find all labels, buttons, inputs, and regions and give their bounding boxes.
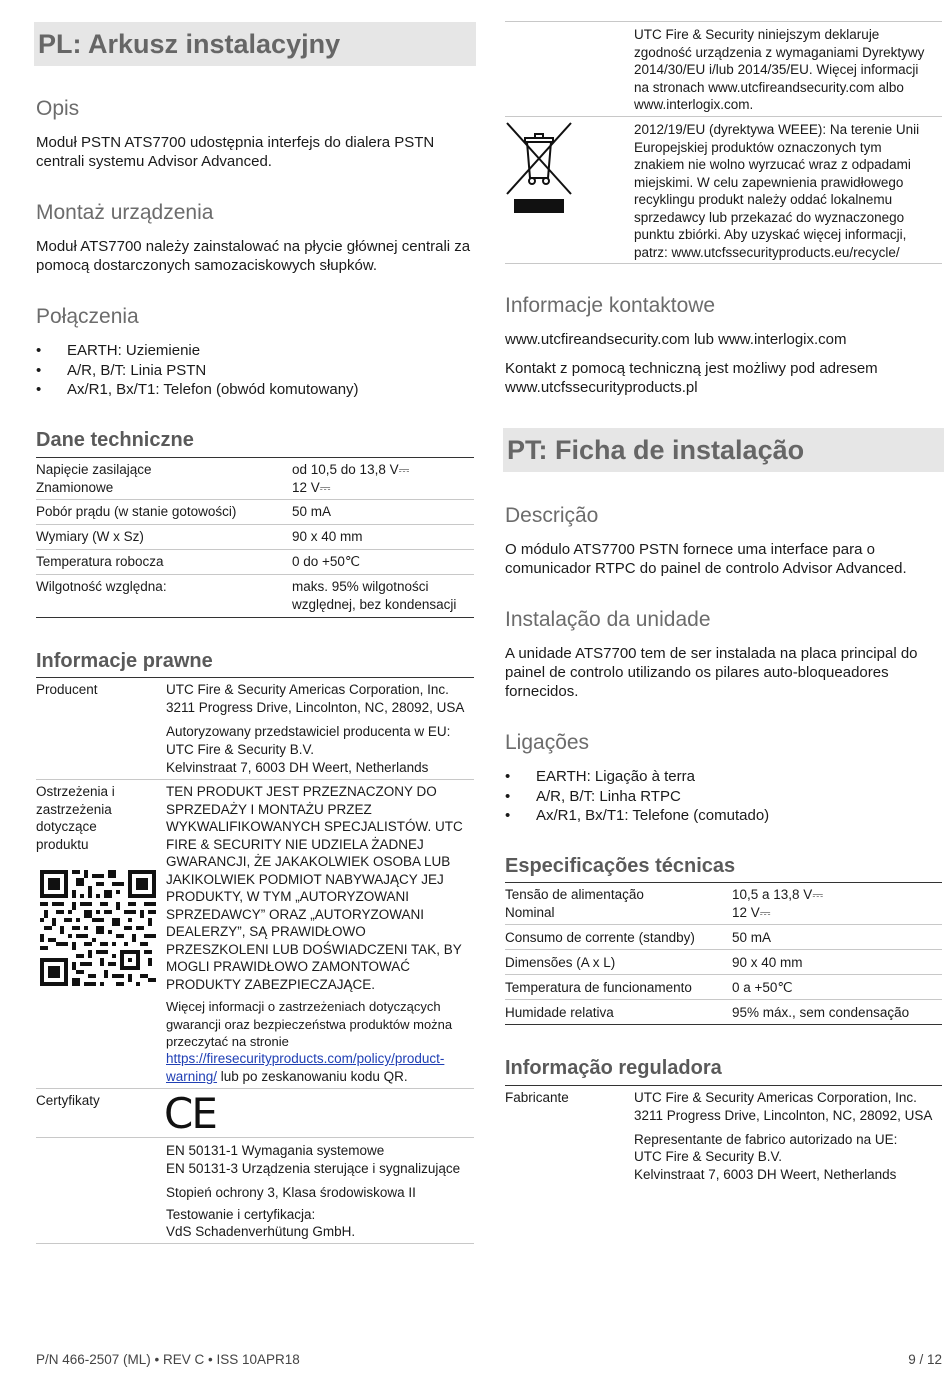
descricao-line: comunicador RTPC do painel de controlo Advisor Advanced. (505, 560, 907, 577)
espec-heading: Especificações técnicas (505, 855, 736, 877)
weee-text (634, 121, 942, 261)
divider (505, 1024, 942, 1025)
divider (36, 574, 474, 575)
divider (505, 974, 942, 975)
spec-key: Napięcie zasilające (36, 462, 152, 477)
cert-label: Certyfikaty (36, 1093, 100, 1108)
text-line: UTC Fire & Security niniejszym deklaruje (634, 27, 880, 42)
spec-value: względnej, bez kondensacji (292, 597, 457, 612)
divider (505, 924, 942, 925)
rep-line: UTC Fire & Security B.V. (166, 742, 315, 757)
text-line: JAKIKOLWIEK PODMIOT NABYWAJĄCY JEJ (166, 871, 444, 887)
rep-line: Representante de fabrico autorizado na UE: (634, 1132, 898, 1147)
divider (505, 1085, 942, 1086)
kontakt-support: Kontakt z pomocą techniczną jest możliwy pod adresem (505, 360, 878, 377)
spec-key: Wymiary (W x Sz) (36, 529, 144, 544)
text-line: na stronach www.utcfireandsecurity.com albo (634, 79, 904, 95)
fabricante-line: UTC Fire & Security Americas Corporation, Inc. (634, 1090, 917, 1105)
spec-key: Znamionowe (36, 480, 114, 495)
text-line: recyklingu produkt należy oddać lokalnemu (634, 192, 893, 207)
text-line: PRODUKTY ZABEZPIECZAJĄCE. (166, 976, 376, 992)
montaz-heading: Montaż urządzenia (36, 201, 214, 224)
divider (36, 457, 474, 458)
list-item: • A/R, B/T: Linha RTPC (505, 787, 942, 807)
divider (505, 263, 942, 264)
spec-value: 10,5 a 13,8 V⎓ (732, 887, 824, 902)
instalacao-line: painel de controlo utilizando os pilares auto-bloqueadores (505, 664, 889, 681)
ligacoes-list (505, 767, 942, 826)
spec-key: Wilgotność względna: (36, 579, 167, 594)
qr-code (40, 870, 156, 986)
label-line: zastrzeżenia (36, 801, 112, 817)
list-item: • Ax/R1, Bx/T1: Telefone (comutado) (505, 806, 942, 826)
text-line: FIRE & SECURITY NIE UDZIELA ŻADNEJ (166, 836, 424, 852)
spec-key: Tensão de alimentação (505, 887, 644, 902)
text-line: MOGLI PRAWIDŁOWO ZAMONTOWAĆ (166, 959, 411, 974)
divider (505, 116, 942, 117)
fabricante-label: Fabricante (505, 1090, 569, 1105)
text-line: DEALERZY”, SĄ PRAWIDŁOWO (166, 924, 366, 939)
list-item: • EARTH: Ligação à terra (505, 767, 942, 787)
footer-part-number: P/N 466-2507 (ML) • REV C • ISS 10APR18 (36, 1352, 300, 1367)
producent-line: UTC Fire & Security Americas Corporation, Inc. (166, 682, 449, 697)
divider (505, 949, 942, 950)
divider (505, 21, 942, 22)
reguladora-heading: Informação reguladora (505, 1057, 722, 1079)
spec-value: 90 x 40 mm (292, 529, 363, 544)
producent-line: 3211 Progress Drive, Lincolnton, NC, 28092, USA (166, 700, 465, 715)
declaration-text (634, 26, 942, 114)
spec-value: 12 V⎓ (732, 905, 771, 920)
divider (36, 499, 474, 500)
text-line: sprzedawcy lub przekazać do wyznaczonego (634, 209, 905, 225)
weee-bin-icon (505, 120, 573, 215)
pt-title: PT: Ficha de instalação (507, 435, 805, 465)
polaczenia-list (36, 341, 476, 400)
label-line: Ostrzeżenia i (36, 784, 115, 799)
divider (36, 1137, 474, 1138)
ostrz-text (166, 783, 476, 993)
instalacao-line: A unidade ATS7700 tem de ser instalada na placa principal do (505, 645, 918, 662)
pl-title: PL: Arkusz instalacyjny (38, 29, 341, 59)
spec-value: 0 do +50℃ (292, 554, 361, 569)
testing-body: VdS Schadenverhütung GmbH. (166, 1224, 356, 1239)
text-line: 2012/19/EU (dyrektywa WEEE): Na terenie Unii (634, 122, 920, 137)
text-line: zgodność urządzenia z wymaganiami Dyrektywy (634, 44, 925, 60)
text-line: PRODUKTY, W TYM „AUTORYZOWANI (166, 889, 410, 904)
pl-banner (34, 22, 476, 66)
text-line: miejskimi. W celu zapewnienia prawidłowego (634, 174, 904, 190)
pt-banner (503, 428, 944, 472)
more-info (166, 998, 476, 1051)
policy-link (166, 1050, 476, 1085)
text-line: SPRZEDAŻY I MONTAŻU PRZEZ (166, 801, 372, 817)
policy-link-after: lub po zeskanowaniu kodu QR. (217, 1068, 408, 1084)
descricao-line: O módulo ATS7700 PSTN fornece uma interface para o (505, 541, 875, 558)
divider (36, 779, 474, 780)
kontakt-support-url: www.utcfssecurityproducts.pl (505, 379, 698, 396)
divider (36, 617, 474, 618)
spec-value: 50 mA (292, 504, 332, 519)
divider (36, 549, 474, 550)
rep-line: UTC Fire & Security B.V. (634, 1149, 783, 1164)
en-standard: EN 50131-1 Wymagania systemowe (166, 1143, 385, 1158)
spec-value: 95% máx., sem condensação (732, 1005, 910, 1020)
instalacao-line: fornecidos. (505, 683, 579, 700)
text-line: przeczytać na stronie (166, 1034, 289, 1049)
prawne-heading: Informacje prawne (36, 650, 213, 672)
opis-heading: Opis (36, 97, 80, 120)
text-line: www.interlogix.com. (634, 97, 754, 112)
text-line: znakiem nie wolno wyrzucać wraz z odpadami (634, 157, 911, 172)
fabricante-line: 3211 Progress Drive, Lincolnton, NC, 28092, USA (634, 1108, 933, 1123)
list-item: • EARTH: Uziemienie (36, 341, 476, 361)
spec-value: 50 mA (732, 930, 772, 945)
divider (36, 677, 474, 678)
spec-value: od 10,5 do 13,8 V⎓ (292, 462, 410, 477)
divider (505, 999, 942, 1000)
testing-label: Testowanie i certyfikacja: (166, 1207, 316, 1222)
policy-link-line1[interactable]: https://firesecurityproducts.com/policy/product- (166, 1051, 445, 1066)
polaczenia-heading: Połączenia (36, 305, 139, 328)
label-line: produktu (36, 836, 89, 852)
text-line: GWARANCJI, ŻE JAKAKOLWIEK OSOBA LUB (166, 854, 451, 869)
protection-class: Stopień ochrony 3, Klasa środowiskowa II (166, 1185, 416, 1200)
text-line: SPRZEDAWCY” ORAZ „AUTORYZOWANI (166, 906, 425, 922)
text-line: patrz: www.utcfssecurityproducts.eu/recycle/ (634, 244, 900, 260)
spec-key: Humidade relativa (505, 1005, 614, 1020)
opis-text: Moduł PSTN ATS7700 udostępnia interfejs do dialera PSTN centrali systemu Advisor Advanced. (36, 134, 435, 170)
spec-value: 90 x 40 mm (732, 955, 803, 970)
rep-line: Autoryzowany przedstawiciel producenta w EU: (166, 724, 451, 739)
spec-key: Consumo de corrente (standby) (505, 930, 695, 945)
divider (36, 1088, 474, 1089)
label-line: dotyczące (36, 819, 97, 834)
ce-mark: CE (164, 1089, 216, 1138)
list-item: • Ax/R1, Bx/T1: Telefon (obwód komutowany) (36, 380, 476, 400)
montaz-text: Moduł ATS7700 należy zainstalować na płycie głównej centrali za pomocą dostarczonych samozaciskowych słupków. (36, 238, 471, 274)
text-line: TEN PRODUKT JEST PRZEZNACZONY DO (166, 784, 437, 799)
footer-page-number: 9 / 12 (908, 1352, 942, 1367)
text-line: punktu zbiórki. Aby uzyskać więcej informacji, (634, 227, 907, 242)
divider (505, 882, 942, 883)
spec-key: Temperatura de funcionamento (505, 980, 692, 995)
rep-line: Kelvinstraat 7, 6003 DH Weert, Netherlands (166, 760, 429, 775)
text-line: Europejskiej produktów oznaczonych tym (634, 139, 882, 155)
spec-value: maks. 95% wilgotności (292, 579, 429, 594)
descricao-heading: Descrição (505, 504, 599, 527)
divider (36, 1243, 474, 1244)
en-standard: EN 50131-3 Urządzenia sterujące i sygnalizujące (166, 1161, 461, 1176)
text-line: 2014/30/EU i/lub 2014/35/EU. Więcej informacji (634, 62, 919, 77)
rep-line: Kelvinstraat 7, 6003 DH Weert, Netherlands (634, 1167, 897, 1182)
spec-key: Dimensões (A x L) (505, 955, 616, 970)
list-item: • A/R, B/T: Linia PSTN (36, 361, 476, 381)
text-line: Więcej informacji o zastrzeżeniach dotyczących (166, 999, 441, 1014)
spec-key: Pobór prądu (w stanie gotowości) (36, 504, 237, 519)
dane-heading: Dane techniczne (36, 429, 194, 451)
ligacoes-heading: Ligações (505, 731, 590, 754)
ostrz-label (36, 783, 115, 853)
text-line: gwarancji oraz bezpieczeństwa produktów można (166, 1016, 453, 1032)
spec-key: Nominal (505, 905, 555, 920)
divider (36, 524, 474, 525)
text-line: WYKWALIFIKOWANYCH SPECJALISTÓW. UTC (166, 819, 463, 834)
kontakt-heading: Informacje kontaktowe (505, 294, 716, 317)
producent-label: Producent (36, 682, 98, 697)
spec-value: 12 V⎓ (292, 480, 331, 495)
policy-link-line2[interactable]: warning/ (166, 1068, 218, 1084)
spec-key: Temperatura robocza (36, 554, 164, 569)
text-line: PRZESZKOLENI LUB DOŚWIADCZENI TAK, BY (166, 941, 462, 957)
spec-value: 0 a +50℃ (732, 980, 793, 995)
instalacao-heading: Instalação da unidade (505, 608, 711, 631)
kontakt-web: www.utcfireandsecurity.com lub www.interlogix.com (505, 331, 847, 348)
